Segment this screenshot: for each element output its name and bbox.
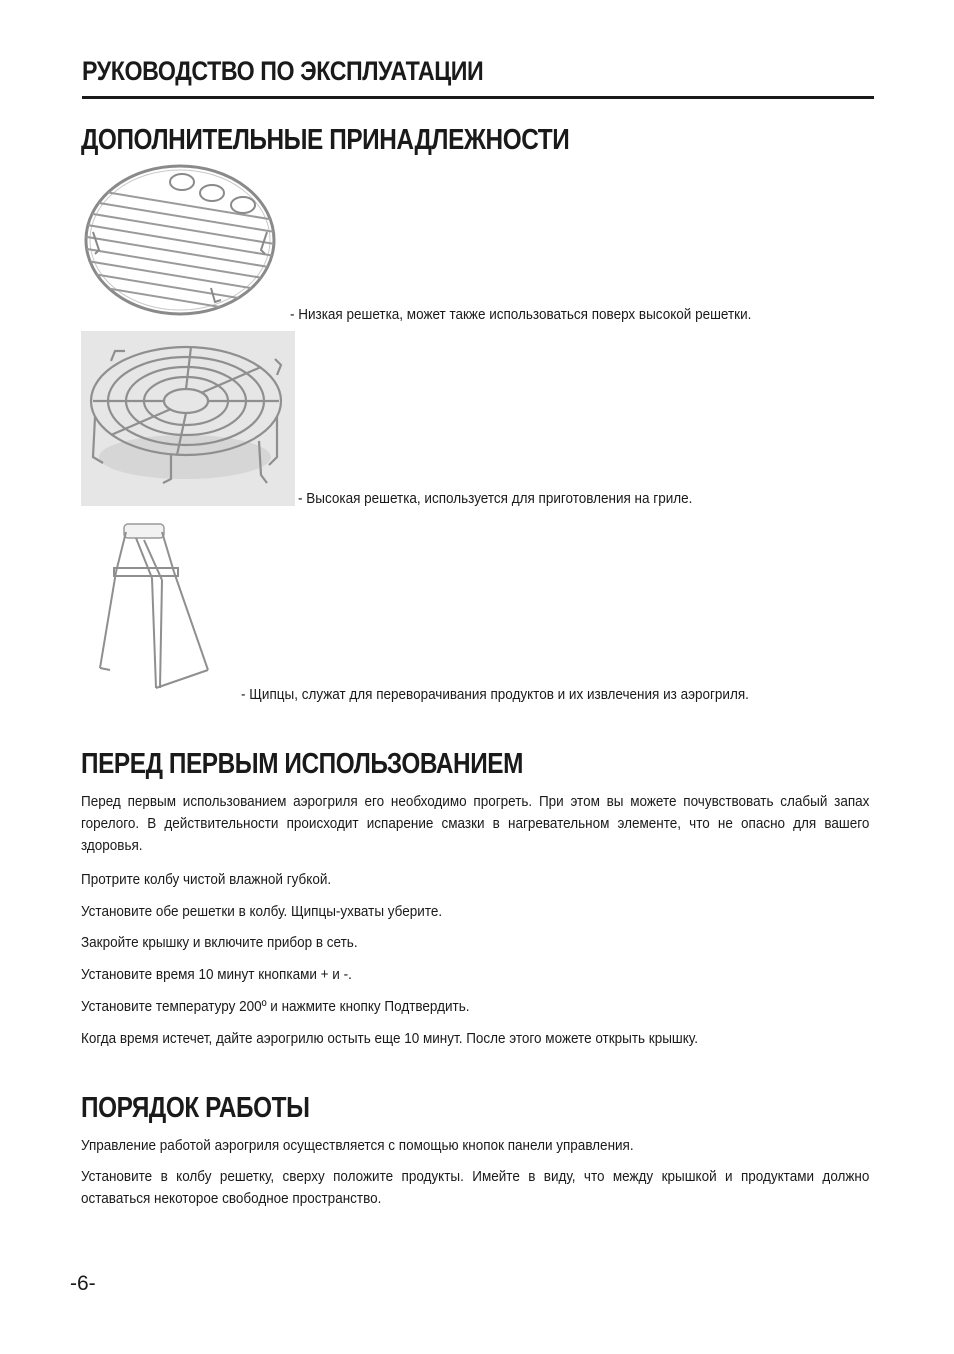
first-use-step: Когда время истечет, дайте аэрогрилю остыть еще 10 минут. После этого можете открыть крышку. (81, 1030, 698, 1047)
first-use-paragraph: Перед первым использованием аэрогриля его необходимо прогреть. При этом вы можете почувствовать слабый запах горелого. В действительности происходит испарение смазки в нагревательном элементе, что не опасно для вашего здоровья. (81, 793, 870, 854)
first-use-step: Установите температуру 200º и нажмите кнопку Подтвердить. (81, 998, 470, 1015)
first-use-step: Протрите колбу чистой влажной губкой. (81, 871, 332, 888)
high-rack-caption: - Высокая решетка, используется для приготовления на гриле. (298, 490, 693, 507)
page-header-title: РУКОВОДСТВО ПО ЭКСПЛУАТАЦИИ (82, 56, 484, 86)
low-rack-caption: - Низкая решетка, может также использоваться поверх высокой решетки. (290, 306, 752, 323)
first-use-title: ПЕРЕД ПЕРВЫМ ИСПОЛЬЗОВАНИЕМ (81, 748, 523, 780)
operation-title: ПОРЯДОК РАБОТЫ (81, 1092, 310, 1124)
first-use-step: Установите время 10 минут кнопками + и -. (81, 966, 352, 983)
low-rack-image (81, 160, 287, 322)
header-divider (82, 96, 874, 99)
tongs-caption: - Щипцы, служат для переворачивания продуктов и их извлечения из аэрогриля. (241, 686, 749, 703)
page-number: -6- (70, 1272, 96, 1295)
accessories-title: ДОПОЛНИТЕЛЬНЫЕ ПРИНАДЛЕЖНОСТИ (81, 124, 570, 156)
operation-paragraph: Установите в колбу решетку, сверху положите продукты. Имейте в виду, что между крышкой и продуктами должно оставаться некоторое свободное пространство. (81, 1168, 870, 1207)
first-use-step: Закройте крышку и включите прибор в сеть. (81, 934, 358, 951)
operation-paragraph: Управление работой аэрогриля осуществляется с помощью кнопок панели управления. (81, 1137, 634, 1154)
first-use-step: Установите обе решетки в колбу. Щипцы-ухваты уберите. (81, 903, 443, 920)
high-rack-image (81, 331, 295, 506)
tongs-image (96, 520, 214, 690)
